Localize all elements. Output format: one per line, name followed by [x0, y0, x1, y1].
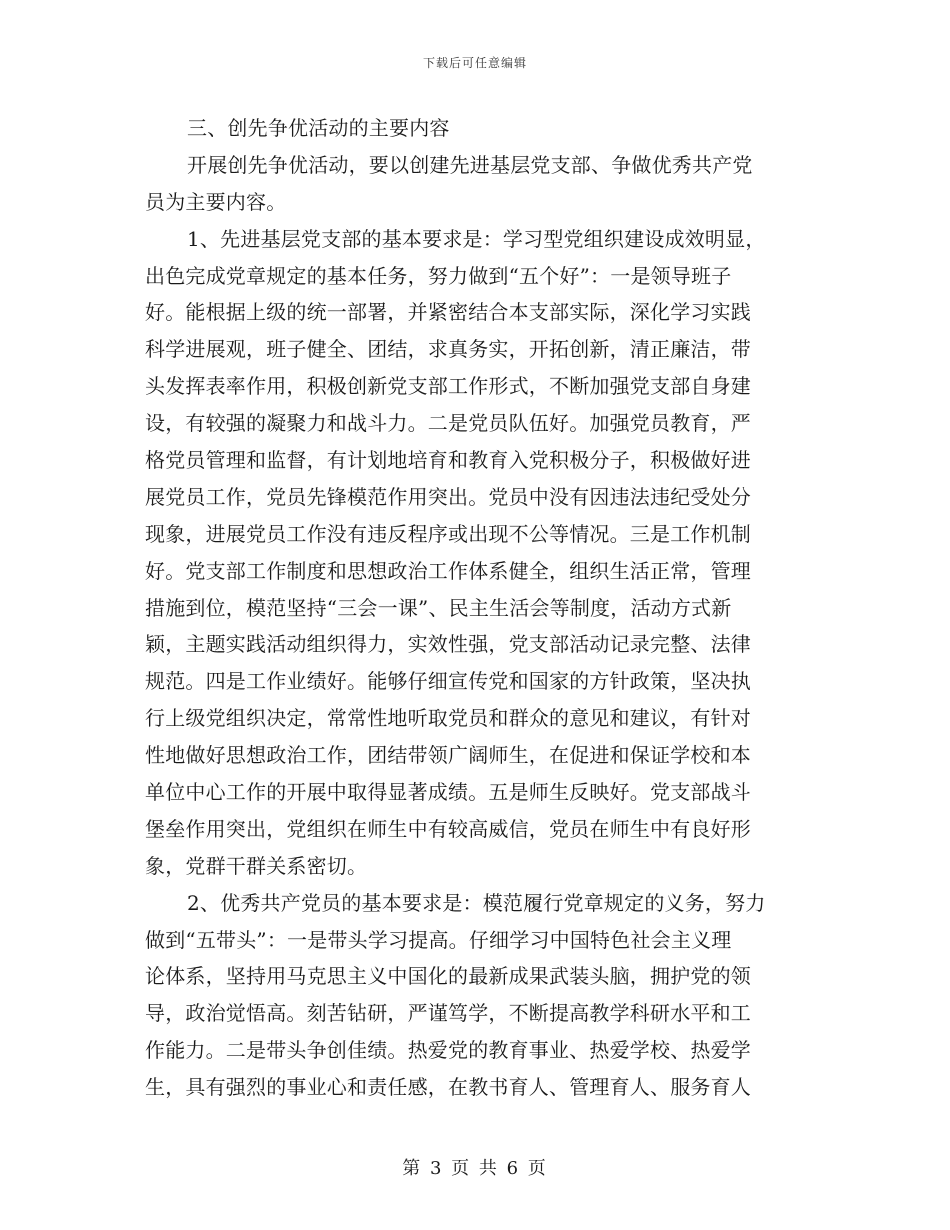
- paragraph-line: 出色完成党章规定的基本任务，努力做到“五个好”：一是领导班子: [145, 263, 732, 288]
- paragraph-line: 性地做好思想政治工作，团结带领广阔师生，在促进和保证学校和本: [145, 743, 751, 768]
- paragraph-line: 好。能根据上级的统一部署，并紧密结合本支部实际，深化学习实践: [145, 300, 751, 325]
- paragraph-line: 设，有较强的凝聚力和战斗力。二是党员队伍好。加强党员教育，严: [145, 411, 751, 436]
- paragraph-line: 颖，主题实践活动组织得力，实效性强，党支部活动记录完整、法律: [145, 632, 751, 657]
- paragraph-line: 生，具有强烈的事业心和责任感，在教书育人、管理育人、服务育人: [145, 1075, 751, 1100]
- paragraph-line: 展党员工作，党员先锋模范作用突出。党员中没有因违法违纪受处分: [145, 484, 751, 509]
- document-body: [145, 110, 805, 1106]
- section-heading: 三、创先争优活动的主要内容: [187, 116, 450, 140]
- paragraph-line: 措施到位，模范坚持“三会一课”、民主生活会等制度，活动方式新: [145, 595, 732, 620]
- paragraph-line: 格党员管理和监督，有计划地培育和教育入党积极分子，积极做好进: [145, 448, 751, 473]
- header-note: 下载后可任意编辑: [422, 56, 527, 70]
- paragraph-line: 1、先进基层党支部的基本要求是：学习型党组织建设成效明显，: [187, 226, 766, 251]
- paragraph-line: 导，政治觉悟高。刻苦钻研，严谨笃学，不断提高教学科研水平和工: [145, 1001, 751, 1026]
- paragraph-line: 现象，进展党员工作没有违反程序或出现不公等情况。三是工作机制: [145, 521, 751, 546]
- paragraph-line: 科学进展观，班子健全、团结，求真务实，开拓创新，清正廉洁，带: [145, 337, 751, 362]
- paragraph-line: 做到“五带头”：一是带头学习提高。仔细学习中国特色社会主义理: [145, 927, 732, 952]
- paragraph-line: 开展创先争优活动，要以创建先进基层党支部、争做优秀共产党: [187, 152, 753, 177]
- paragraph-line: 好。党支部工作制度和思想政治工作体系健全，组织生活正常，管理: [145, 558, 751, 583]
- paragraph-line: 2、优秀共产党员的基本要求是：模范履行党章规定的义务，努力: [187, 890, 766, 915]
- paragraph-line: 行上级党组织决定，常常性地听取党员和群众的意见和建议，有针对: [145, 706, 751, 731]
- page-number: 第 3 页 共 6 页: [402, 1158, 548, 1179]
- paragraph-line: 规范。四是工作业绩好。能够仔细宣传党和国家的方针政策，坚决执: [145, 669, 751, 694]
- paragraph-line: 头发挥表率作用，积极创新党支部工作形式，不断加强党支部自身建: [145, 374, 751, 399]
- paragraph-line: 单位中心工作的开展中取得显著成绩。五是师生反映好。党支部战斗: [145, 780, 751, 805]
- paragraph-line: 论体系，坚持用马克思主义中国化的最新成果武装头脑，拥护党的领: [145, 964, 751, 989]
- paragraph-line: 作能力。二是带头争创佳绩。热爱党的教育事业、热爱学校、热爱学: [145, 1038, 751, 1063]
- paragraph-line: 堡垒作用突出，党组织在师生中有较高威信，党员在师生中有良好形: [145, 816, 751, 841]
- paragraph-line: 象，党群干群关系密切。: [145, 853, 368, 878]
- paragraph-line: 员为主要内容。: [145, 189, 287, 214]
